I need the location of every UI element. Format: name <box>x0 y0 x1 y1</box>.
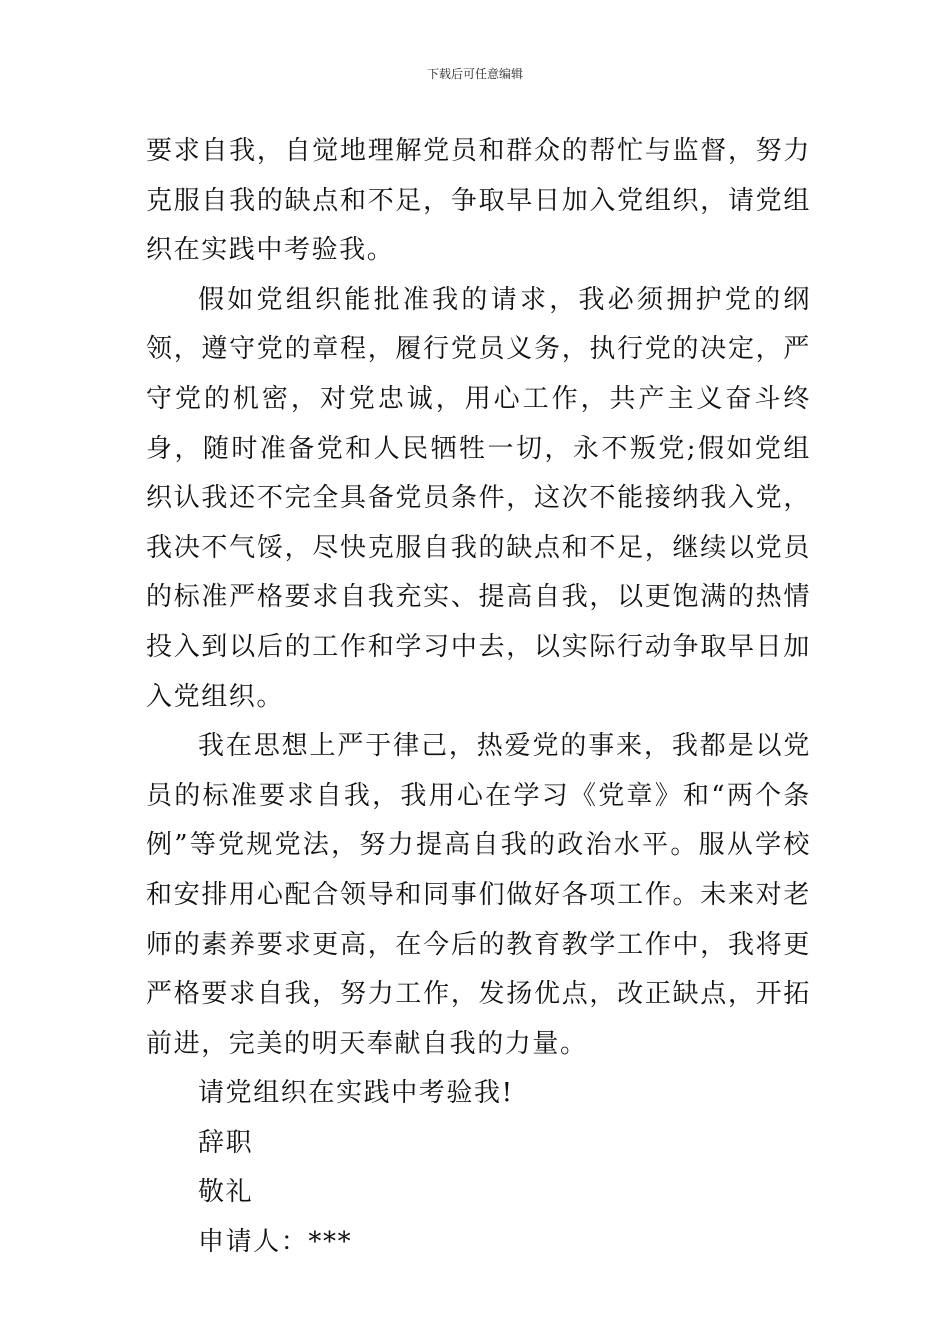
paragraph-2: 假如党组织能批准我的请求，我必须拥护党的纲领，遵守党的章程，履行党员义务，执行党的决定，严守党的机密，对党忠诚，用心工作，共产主义奋斗终身，随时准备党和人民牺牲一切，永不叛党;假如党组织认我还不完全具备党员条件，这次不能接纳我入党，我决不气馁，尽快克服自我的缺点和不足，继续以党员的标准严格要求自我充实、提高自我，以更饱满的热情投入到以后的工作和学习中去，以实际行动争取早日加入党组织。 <box>146 284 811 712</box>
document-body <box>146 127 811 1268</box>
paragraph-3: 我在思想上严于律己，热爱党的事来，我都是以党员的标准要求自我，我用心在学习《党章》和“两个条例”等党规党法，努力提高自我的政治水平。服从学校和安排用心配合领导和同事们做好各项工作。未来对老师的素养要求更高，在今后的教育教学工作中，我将更严格要求自我，努力工作，发扬优点，改正缺点，开拓前进，完美的明天奉献自我的力量。 <box>146 731 811 1059</box>
closing-salute-line: 敬礼 <box>198 1177 254 1208</box>
page-header-note: 下载后可任意编辑 <box>426 67 523 81</box>
closing-request-line: 请党组织在实践中考验我! <box>198 1078 514 1109</box>
paragraph-1: 要求自我，自觉地理解党员和群众的帮忙与监督，努力克服自我的缺点和不足，争取早日加入党组织，请党组织在实践中考验我。 <box>146 136 811 266</box>
closing-resign-line: 辞职 <box>198 1127 254 1158</box>
applicant-signature-line: 申请人：*** <box>198 1227 353 1258</box>
